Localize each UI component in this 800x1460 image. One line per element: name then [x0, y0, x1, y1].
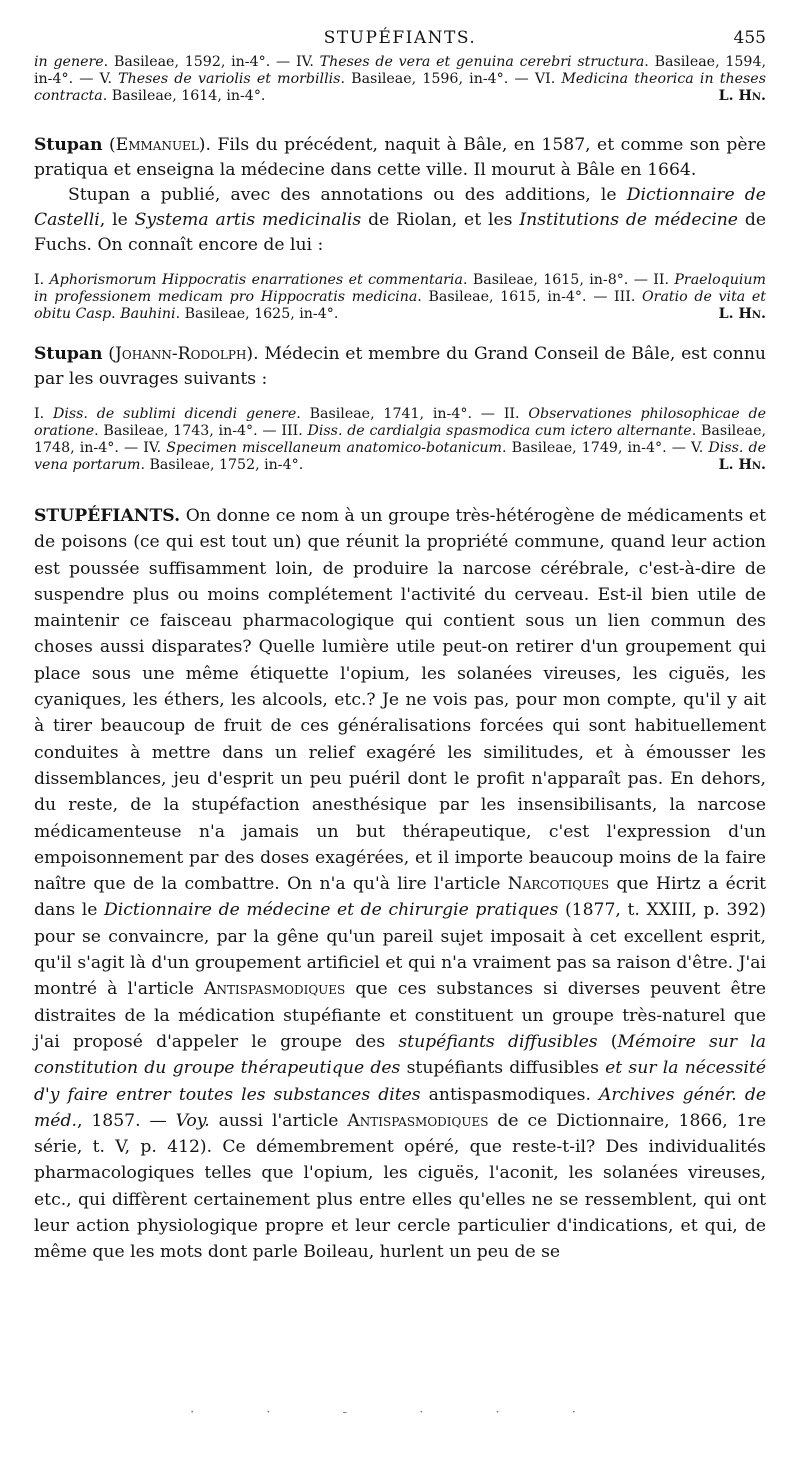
page-number: 455 — [733, 28, 766, 48]
entry-stupan-emmanuel: Stupan (Emmanuel). Fils du précédent, naquit à Bâle, en 1587, et comme son père pratiqua et enseigna la médecine dans cette ville. Il mourut à Bâle en 1664. — [34, 135, 766, 180]
running-head — [34, 22, 766, 50]
stupan-previous-works: in genere. Basileae, 1592, in-4°. — IV. Theses de vera et genuina cerebri structura. Basileae, 1594, in-4°. — V. Theses de variolis et morbillis. Basileae, 1596, in-4°. — VI. Medicina theorica in theses contracta. Basileae, 1614, in-4°. L. Hn. — [34, 54, 766, 104]
printer-marks: · · - · · · — [190, 1405, 610, 1420]
entry-heading: Stupan — [34, 344, 103, 364]
signature: L. Hn. — [718, 306, 766, 322]
entry-stupan-johann: Stupan (Johann-Rodolph). Médecin et membre du Grand Conseil de Bâle, est connu par les ouvrages suivants : — [34, 344, 766, 389]
entry-stupan-emmanuel-text: Stupan a publié, avec des annotations ou des additions, le Dictionnaire de Castelli, le Systema artis medicinalis de Riolan, et les Institutions de médecine de Fuchs. On connaît encore de lui : — [34, 185, 767, 255]
signature: L. Hn. — [718, 457, 766, 473]
stupan-johann-works: I. Diss. de sublimi dicendi genere. Basileae, 1741, in-4°. — II. Observationes philosophicae de oratione. Basileae, 1743, in-4°. — III. Diss. de cardialgia spasmodica cum ictero alternante. Basileae, 1748, in-4°. — IV. Specimen miscellaneum anatomico-botanicum. Basileae, 1749, in-4°. — V. Diss. de vena portarum. Basileae, 1752, in-4°. L. Hn. — [34, 406, 767, 473]
running-title: STUPÉFIANTS. — [323, 28, 477, 48]
entry-stupefiants: STUPÉFIANTS. On donne ce nom à un groupe très-hétérogène de médicaments et de poisons (ce qui est tout un) que réunit la propriété commune, quand leur action est poussée suffisamment loin, de produire la narcose cérébrale, c'est-à-dire de suspendre plus ou moins complétement l'activité du cerveau. Est-il bien utile de maintenir ce faisceau pharmacologique qui contient sous un lien commun des choses aussi disparates? Quelle lumière utile peut-on retirer d'un groupement qui place sous une même étiquette l'opium, les solanées vireuses, les ciguës, les cyaniques, les éthers, les alcools, etc.? Je ne vois pas, pour mon compte, qu'il y ait à tirer beaucoup de fruit de ces généralisations forcées qui sont habituellement conduites à mettre dans un relief exagéré les similitudes, et à émousser les dissemblances, jeu d'esprit un peu puéril dont le profit n'apparaît pas. En dehors, du reste, de la stupéfaction anesthésique par les insensibilisants, la narcose médicamenteuse n'a jamais un but thérapeutique, c'est l'expression d'un empoisonnement par des doses exagérées, et il importe beaucoup moins de la faire naître que de la combattre. On n'a qu'à lire l'article Narcotiques que Hirtz a écrit dans le Dictionnaire de médecine et de chirurgie pratiques (1877, t. XXIII, p. 392) pour se convaincre, par la gêne qu'un pareil sujet imposait à cet excellent esprit, qu'il s'agit là d'un groupement artificiel et qui n'a vraiment pas sa raison d'être. J'ai montré à l'article Antispasmodiques que ces substances si diverses peuvent être distraites de la médication stupéfiante et constituent un groupe très-naturel que j'ai proposé d'appeler le groupe des stupéfiants diffusibles (Mémoire sur la constitution du groupe thérapeutique des stupéfiants diffusibles et sur la nécessité d'y faire entrer toutes les substances dites antispasmodiques. Archives génér. de méd., 1857. — Voy. aussi l'article Antispasmodiques de ce Dictionnaire, 1866, 1re série, t. V, p. 412). Ce démembrement opéré, que reste-t-il? Des individualités pharmacologiques telles que l'opium, les ciguës, l'aconit, les solanées vireuses, etc., qui diffèrent certainement plus entre elles qu'elles ne se ressemblent, qui ont leur action physiologique propre et leur cercle particulier d'indications, et qui, de même que les mots dont parle Boileau, hurlent un peu de se — [34, 506, 767, 1263]
stupan-emmanuel-works: I. Aphorismorum Hippocratis enarrationes et commentaria. Basileae, 1615, in-8°. — II. Praeloquium in professionem medicam pro Hippocratis medicina. Basileae, 1615, in-4°. — III. Oratio de vita et obitu Casp. Bauhini. Basileae, 1625, in-4°. L. Hn. — [34, 272, 766, 322]
entry-heading: Stupan — [34, 135, 103, 155]
page — [34, 22, 766, 1266]
signature: L. Hn. — [718, 88, 766, 104]
entry-heading: STUPÉFIANTS. — [34, 506, 181, 526]
